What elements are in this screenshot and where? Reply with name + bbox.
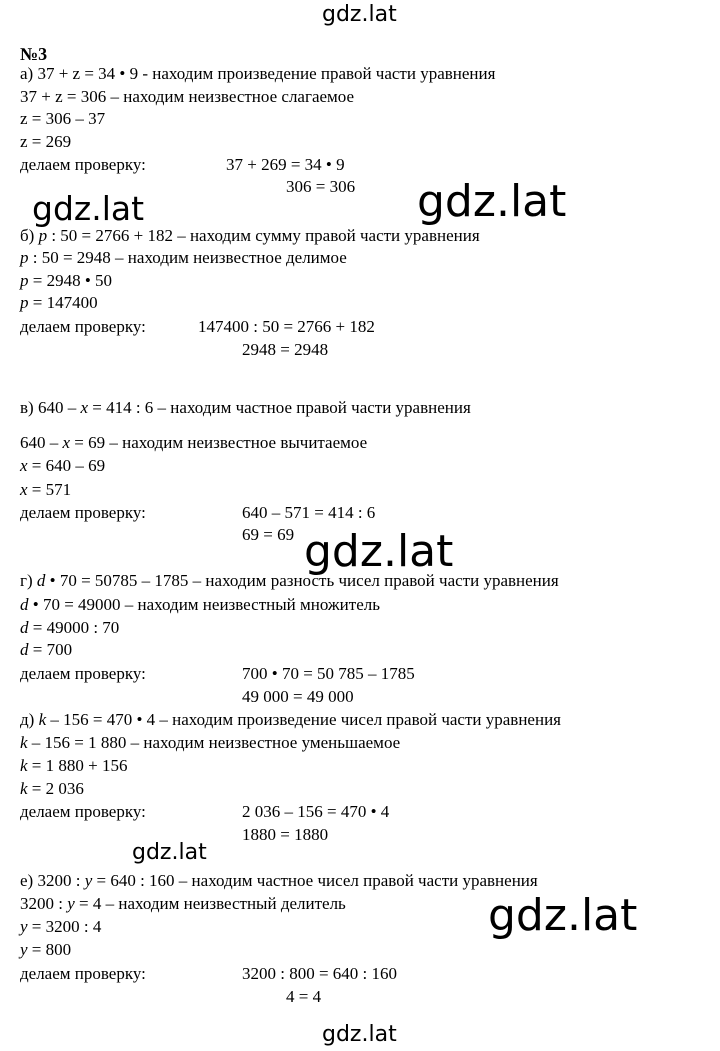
solution-line (242, 504, 375, 521)
variable-symbol: p (20, 271, 29, 290)
solution-line (20, 757, 127, 774)
line-text: • 70 = 49000 – находим неизвестный множитель (28, 595, 380, 614)
line-text: 2 036 – 156 = 470 • 4 (242, 802, 390, 821)
line-text: : 50 = 2948 – находим неизвестное делимое (28, 248, 347, 267)
line-text: 1880 = 1880 (242, 825, 329, 844)
line-text: 37 + z = 306 – находим неизвестное слагаемое (20, 87, 355, 106)
solution-line (20, 734, 400, 751)
variable-symbol: d (20, 595, 29, 614)
solution-line (242, 826, 328, 843)
line-text: • 70 = 50785 – 1785 – находим разность чисел правой части уравнения (45, 571, 559, 590)
line-text: = 700 (28, 640, 73, 659)
line-text: = 2948 • 50 (28, 271, 113, 290)
variable-symbol: k (20, 779, 28, 798)
solution-line (226, 156, 345, 173)
line-text: делаем проверку: (20, 317, 146, 336)
line-text: = 2 036 (27, 779, 84, 798)
line-text: = 69 – находим неизвестное вычитаемое (70, 433, 368, 452)
line-text: = 3200 : 4 (27, 917, 102, 936)
solution-line (20, 457, 105, 474)
line-text: = 1 880 + 156 (27, 756, 128, 775)
line-text: в) 640 – (20, 398, 81, 417)
solution-line (20, 780, 84, 797)
line-text: z = 306 – 37 (20, 109, 106, 128)
variable-symbol: x (20, 480, 28, 499)
line-text: 147400 : 50 = 2766 + 182 (198, 317, 375, 336)
solution-line (20, 665, 146, 682)
solution-line (20, 156, 146, 173)
solution-line (20, 641, 72, 658)
solution-line (20, 941, 71, 958)
line-text: = 800 (27, 940, 72, 959)
variable-symbol: p (38, 226, 48, 245)
solution-line (20, 318, 146, 335)
line-text: 2948 = 2948 (242, 340, 329, 359)
line-text: е) 3200 : (20, 871, 85, 890)
solution-line (20, 872, 538, 889)
variable-symbol: x (20, 456, 28, 475)
line-text: 4 = 4 (286, 987, 322, 1006)
line-text: 3200 : 800 = 640 : 160 (242, 964, 398, 983)
solution-line (20, 133, 71, 150)
line-text: 640 – (20, 433, 63, 452)
line-text: 640 – 571 = 414 : 6 (242, 503, 376, 522)
variable-symbol: k (20, 756, 28, 775)
line-text: : 50 = 2766 + 182 – находим сумму правой части уравнения (47, 226, 480, 245)
variable-symbol: x (80, 398, 88, 417)
line-text: = 414 : 6 – находим частное правой части уравнения (88, 398, 471, 417)
line-text: – 156 = 470 • 4 – находим произведение чисел правой части уравнения (46, 710, 561, 729)
solution-line (242, 665, 415, 682)
line-text: 49 000 = 49 000 (242, 687, 354, 706)
solution-line (242, 688, 354, 705)
variable-symbol: p (20, 293, 29, 312)
variable-symbol: k (38, 710, 47, 729)
variable-symbol: x (62, 433, 71, 452)
line-text: – 156 = 1 880 – находим неизвестное уменьшаемое (27, 733, 401, 752)
watermark-top: gdz.lat (322, 2, 397, 27)
solution-line (20, 918, 101, 935)
solution-line (242, 341, 328, 358)
watermark-left: gdz.lat (32, 189, 145, 228)
line-text: 37 + 269 = 34 • 9 (226, 155, 345, 174)
solution-line (242, 965, 397, 982)
line-text: делаем проверку: (20, 802, 146, 821)
line-text: делаем проверку: (20, 664, 146, 683)
solution-line (20, 65, 495, 82)
variable-symbol: d (20, 640, 29, 659)
watermark-small: gdz.lat (132, 840, 207, 865)
solution-line (20, 110, 105, 127)
variable-symbol: k (20, 733, 28, 752)
line-text: = 49000 : 70 (28, 618, 120, 637)
watermark-right: gdz.lat (417, 176, 567, 227)
watermark-right-lower: gdz.lat (488, 890, 638, 941)
variable-symbol: d (36, 571, 46, 590)
line-text: г) (20, 571, 37, 590)
solution-line (20, 596, 380, 613)
solution-line (20, 434, 367, 451)
solution-line (20, 294, 98, 311)
variable-symbol: y (20, 940, 28, 959)
variable-symbol: p (20, 248, 29, 267)
line-text: а) 37 + z = 34 • 9 - находим произведение правой части уравнения (20, 64, 496, 83)
solution-line (20, 504, 146, 521)
solution-line (286, 178, 355, 195)
line-text: б) (20, 226, 39, 245)
watermark-middle: gdz.lat (304, 526, 454, 577)
line-text: = 147400 (28, 293, 98, 312)
line-text: д) (20, 710, 39, 729)
variable-symbol: y (20, 917, 28, 936)
line-text: 306 = 306 (286, 177, 356, 196)
line-text: делаем проверку: (20, 503, 146, 522)
line-text: 69 = 69 (242, 525, 295, 544)
solution-line (20, 272, 112, 289)
solution-line (20, 965, 146, 982)
solution-line (20, 619, 119, 636)
solution-line (198, 318, 375, 335)
solution-line (20, 399, 471, 416)
solution-line (20, 711, 561, 728)
solution-line (20, 88, 354, 105)
solution-line (20, 481, 71, 498)
line-text: z = 269 (20, 132, 72, 151)
solution-line (242, 803, 389, 820)
solution-line (20, 803, 146, 820)
line-text: делаем проверку: (20, 964, 146, 983)
problem-number: №3 (20, 44, 48, 64)
variable-symbol: y (67, 894, 75, 913)
solution-line (20, 895, 346, 912)
solution-line (286, 988, 321, 1005)
line-text: = 571 (27, 480, 72, 499)
solution-line (20, 249, 347, 266)
variable-symbol: d (20, 618, 29, 637)
variable-symbol: y (84, 871, 93, 890)
solution-line (242, 526, 294, 543)
line-text: = 640 – 69 (27, 456, 106, 475)
solution-line (20, 572, 559, 589)
line-text: = 640 : 160 – находим частное чисел правой части уравнения (92, 871, 538, 890)
line-text: = 4 – находим неизвестный делитель (74, 894, 346, 913)
line-text: 3200 : (20, 894, 68, 913)
line-text: делаем проверку: (20, 155, 146, 174)
solution-line (20, 227, 480, 244)
line-text: 700 • 70 = 50 785 – 1785 (242, 664, 415, 683)
watermark-bottom: gdz.lat (322, 1022, 397, 1047)
